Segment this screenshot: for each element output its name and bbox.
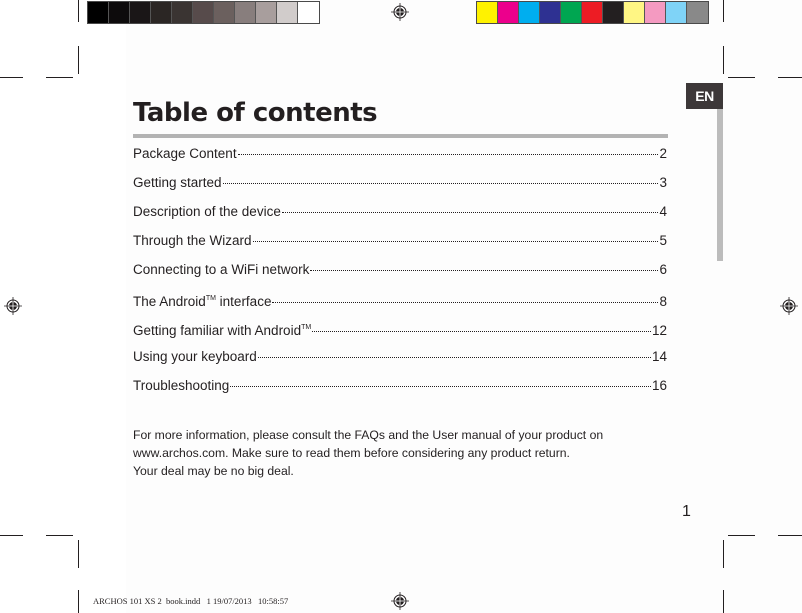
language-tab-bar bbox=[717, 109, 723, 261]
toc-entry[interactable] bbox=[133, 258, 667, 287]
toc-entry-label: Using your keyboard bbox=[133, 349, 257, 364]
crop-mark bbox=[723, 0, 724, 22]
toc-entry[interactable] bbox=[133, 229, 667, 258]
toc-leader-dots bbox=[238, 153, 659, 155]
color-swatch bbox=[645, 2, 666, 23]
color-swatch bbox=[151, 2, 172, 23]
crop-mark bbox=[723, 46, 724, 74]
toc-leader-dots bbox=[282, 211, 659, 213]
crop-mark bbox=[78, 540, 79, 568]
color-swatch bbox=[277, 2, 298, 23]
toc-entry-page: 12 bbox=[651, 323, 667, 338]
color-swatch bbox=[624, 2, 645, 23]
color-swatch bbox=[214, 2, 235, 23]
color-swatch bbox=[193, 2, 214, 23]
color-swatch bbox=[130, 2, 151, 23]
crop-mark bbox=[728, 77, 755, 78]
toc-leader-dots bbox=[230, 385, 651, 387]
toc-entry[interactable] bbox=[133, 316, 667, 345]
toc-entry[interactable] bbox=[133, 142, 667, 171]
toc-entry[interactable] bbox=[133, 200, 667, 229]
color-swatch bbox=[540, 2, 561, 23]
toc-entry-page: 6 bbox=[659, 262, 667, 277]
toc-entry-label: Description of the device bbox=[133, 204, 281, 219]
toc-leader-dots bbox=[258, 356, 651, 358]
color-swatch bbox=[603, 2, 624, 23]
toc-leader-dots bbox=[310, 269, 658, 271]
grayscale-color-bar bbox=[87, 1, 320, 24]
toc-leader-dots bbox=[312, 330, 651, 332]
color-swatch bbox=[498, 2, 519, 23]
registration-mark-icon bbox=[780, 297, 798, 315]
toc-leader-dots bbox=[223, 182, 659, 184]
toc-entry[interactable] bbox=[133, 171, 667, 200]
registration-mark-icon bbox=[4, 297, 22, 315]
crop-mark bbox=[723, 590, 724, 613]
color-swatch bbox=[477, 2, 498, 23]
crop-mark bbox=[46, 535, 73, 536]
crop-mark bbox=[778, 535, 802, 536]
title-rule bbox=[133, 134, 668, 138]
color-swatch bbox=[88, 2, 109, 23]
toc-entry-label: Getting started bbox=[133, 175, 222, 190]
toc-leader-dots bbox=[253, 240, 659, 242]
toc-entry-page: 8 bbox=[659, 294, 667, 309]
crop-mark bbox=[78, 46, 79, 74]
toc-leader-dots bbox=[272, 301, 658, 303]
color-swatch bbox=[256, 2, 277, 23]
toc-entry[interactable] bbox=[133, 345, 667, 374]
toc-entry-page: 2 bbox=[659, 146, 667, 161]
color-swatch bbox=[519, 2, 540, 23]
cmyk-color-bar bbox=[476, 1, 709, 24]
toc-entry-label: Package Content bbox=[133, 146, 237, 161]
color-swatch bbox=[561, 2, 582, 23]
crop-mark bbox=[0, 77, 23, 78]
color-swatch bbox=[666, 2, 687, 23]
info-note-line: www.archos.com. Make sure to read them before considering any product return. bbox=[133, 446, 570, 460]
toc-entry[interactable] bbox=[133, 374, 667, 403]
crop-mark bbox=[723, 540, 724, 568]
crop-mark bbox=[778, 77, 802, 78]
page-number: 1 bbox=[682, 503, 691, 520]
page-title: Table of contents bbox=[133, 98, 378, 128]
toc-entry-page: 14 bbox=[651, 349, 667, 364]
crop-mark bbox=[78, 590, 79, 613]
registration-mark-icon bbox=[391, 3, 409, 21]
toc-entry-page: 5 bbox=[659, 233, 667, 248]
toc-entry-label: Through the Wizard bbox=[133, 233, 252, 248]
color-swatch bbox=[687, 2, 708, 23]
info-note-line: For more information, please consult the FAQs and the User manual of your product on bbox=[133, 428, 604, 442]
toc-entry-page: 16 bbox=[651, 378, 667, 393]
crop-mark bbox=[728, 535, 755, 536]
print-slug: ARCHOS 101 XS 2 book.indd 1 19/07/2013 10:58:57 bbox=[93, 596, 289, 606]
registration-mark-icon bbox=[391, 592, 409, 610]
toc-entry-label: Connecting to a WiFi network bbox=[133, 262, 310, 277]
crop-mark bbox=[0, 535, 23, 536]
info-note-line: Your deal may be no big deal. bbox=[133, 464, 294, 478]
color-swatch bbox=[298, 2, 319, 23]
toc-entry-page: 3 bbox=[659, 175, 667, 190]
color-swatch bbox=[235, 2, 256, 23]
crop-mark bbox=[78, 0, 79, 22]
toc-entry[interactable] bbox=[133, 287, 667, 316]
toc-entry-label: The Android™ interface bbox=[133, 294, 272, 309]
toc-entry-label: Getting familiar with Android™ bbox=[133, 323, 312, 338]
color-swatch bbox=[172, 2, 193, 23]
crop-mark bbox=[46, 77, 73, 78]
color-swatch bbox=[109, 2, 130, 23]
info-note bbox=[133, 426, 673, 480]
color-swatch bbox=[582, 2, 603, 23]
toc-entry-page: 4 bbox=[659, 204, 667, 219]
toc-entry-label: Troubleshooting bbox=[133, 378, 230, 393]
language-tab: EN bbox=[686, 83, 723, 109]
table-of-contents bbox=[133, 142, 667, 403]
